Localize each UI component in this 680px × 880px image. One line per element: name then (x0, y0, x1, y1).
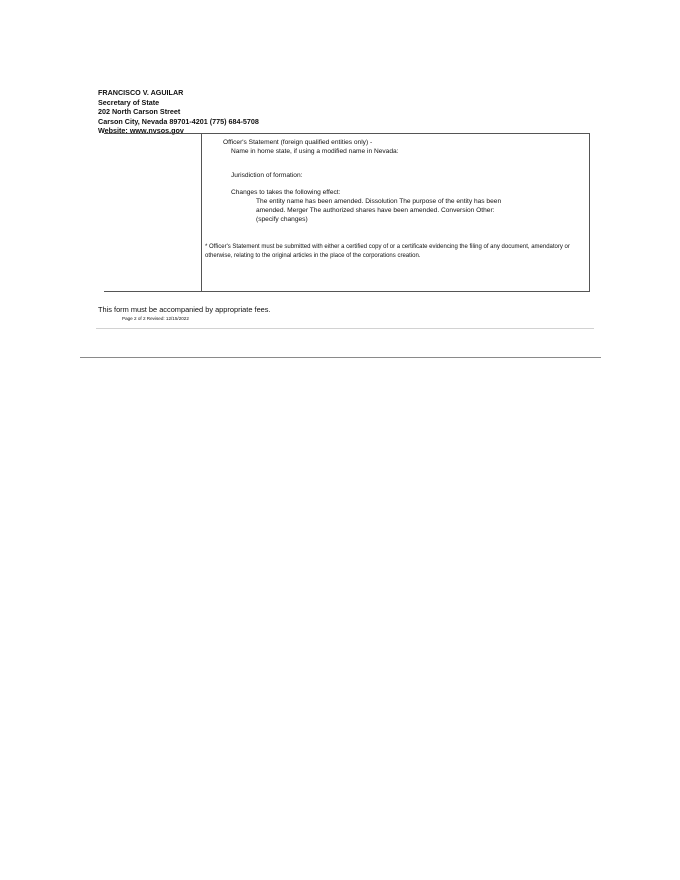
changes-label: Changes to takes the following effect: (231, 189, 341, 196)
fees-notice: This form must be accompanied by appropriate fees. (98, 305, 271, 314)
city-phone: Carson City, Nevada 89701-4201 (775) 684-5708 (98, 116, 259, 126)
website: Website: www.nvsos.gov (98, 126, 184, 135)
officer-statement-note: * Officer's Statement must be submitted with either a certified copy of or a certificate evidencing the filing of any document, amendatory or otherwise, relating to the original articles in the place of the corporations creation. (205, 244, 570, 259)
page-break-rule (80, 357, 601, 358)
secretary-title: Secretary of State (98, 97, 160, 107)
agency-header (98, 88, 259, 136)
secretary-name: FRANCISCO V. AGUILAR (98, 88, 184, 97)
page-revision-info: Page 2 of 2 Revised: 12/15/2022 (122, 316, 189, 321)
jurisdiction-label: Jurisdiction of formation: (231, 172, 303, 179)
footer-rule (96, 328, 594, 329)
form-left-column (104, 133, 201, 291)
home-state-name-label: Name in home state, if using a modified name in Nevada: (231, 148, 399, 155)
changes-text: The entity name has been amended. Dissolution The purpose of the entity has been amended. Merger The authorized shares have been amended. Conversion Other: (specify changes) (256, 198, 502, 223)
officer-statement-content (201, 133, 589, 291)
officer-statement-heading: Officer's Statement (foreign qualified entities only) - (223, 139, 373, 146)
street-address: 202 North Carson Street (98, 107, 181, 116)
